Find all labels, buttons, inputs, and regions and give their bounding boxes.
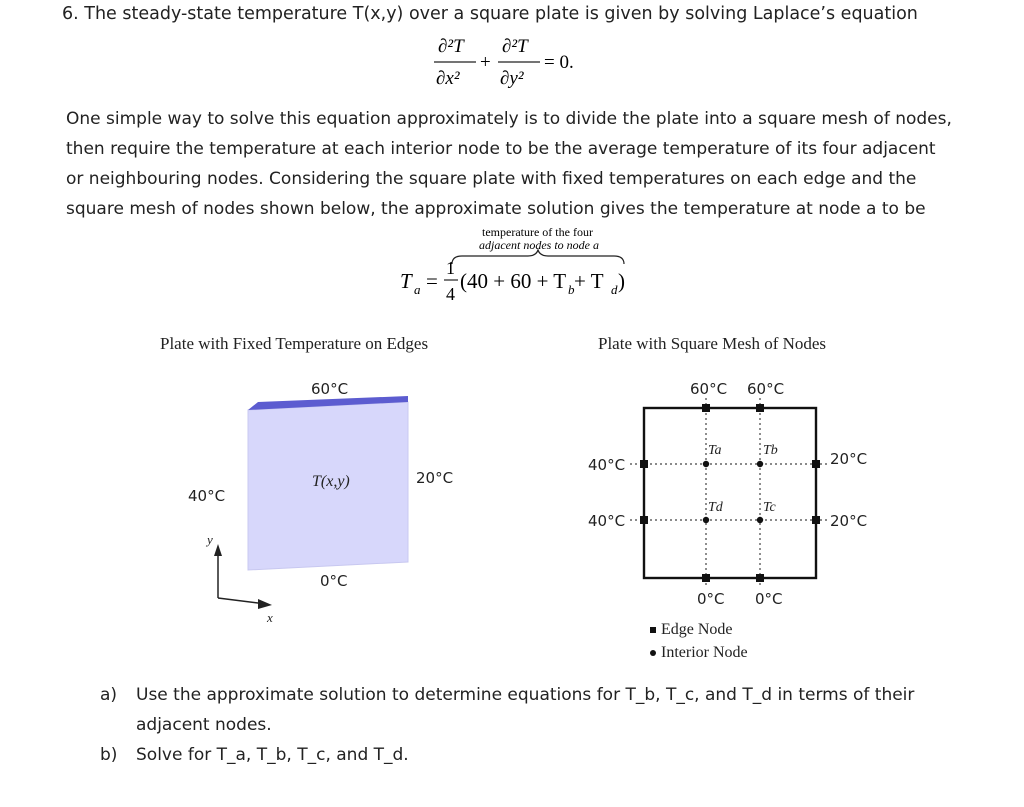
legend-interior-label: Interior Node <box>661 644 748 661</box>
paragraph-line: square mesh of nodes shown below, the approximate solution gives the temperature at node a to be <box>66 199 926 219</box>
y-axis-arrow-icon <box>214 544 222 556</box>
brace-label-2: adjacent nodes to node a <box>479 238 599 252</box>
mesh-right-temp-1: 20°C <box>830 450 868 468</box>
axis-y-label: y <box>207 532 213 547</box>
node-d-label: Td <box>708 500 723 515</box>
plate-left-temp: 40°C <box>188 487 226 505</box>
mesh-figure <box>620 398 860 598</box>
laplace-equation <box>430 32 610 100</box>
mesh-bottom-temp-1: 0°C <box>697 590 725 608</box>
paragraph-line: or neighbouring nodes. Considering the square plate with fixed temperatures on each edge and the <box>66 169 917 189</box>
frac-num: 1 <box>446 258 455 278</box>
ta-lhs: T <box>400 269 412 293</box>
paragraph-line: One simple way to solve this equation approximately is to divide the plate into a square mesh of nodes, <box>66 109 952 129</box>
mesh-bottom-temp-2: 0°C <box>755 590 783 608</box>
mesh-left-temp-2: 40°C <box>588 512 626 530</box>
plate-bottom-temp: 0°C <box>320 572 348 590</box>
part-b-label: b) <box>100 745 118 765</box>
formula-body: (40 + 60 + T <box>460 269 567 293</box>
ta-lhs-sub: a <box>414 282 421 297</box>
mesh-left-temp-1: 40°C <box>588 456 626 474</box>
node-b-label: Tb <box>763 443 778 458</box>
edge-nodes <box>640 404 820 582</box>
left-figure-title: Plate with Fixed Temperature on Edges <box>160 334 429 353</box>
laplace-num-x: ∂²T <box>438 36 464 57</box>
formula-sub-d: d <box>611 282 618 297</box>
part-a-label: a) <box>100 685 118 705</box>
legend-edge-node <box>650 621 733 639</box>
mesh-boundary <box>644 408 816 578</box>
plate-top-temp: 60°C <box>311 380 349 398</box>
plate-right-temp: 20°C <box>416 469 454 487</box>
square-node-icon <box>650 627 656 633</box>
circle-node-icon <box>650 650 656 656</box>
overbrace-icon <box>452 250 624 264</box>
laplace-rhs: = 0. <box>544 52 574 73</box>
node-c-label: Tc <box>763 500 776 515</box>
part-a-line-2: adjacent nodes. <box>136 715 272 735</box>
legend-interior-node <box>650 644 748 662</box>
plate-center-label: T(x,y) <box>312 473 350 490</box>
laplace-num-y: ∂²T <box>502 36 528 57</box>
formula-mid: + T <box>574 269 604 293</box>
question-title: 6. The steady-state temperature T(x,y) over a square plate is given by solving Laplace’s equation <box>62 4 918 24</box>
formula-sub-b: b <box>568 282 575 297</box>
formula-close: ) <box>618 269 625 293</box>
mesh-dotted-lines <box>630 398 830 588</box>
part-b-line: Solve for T_a, T_b, T_c, and T_d. <box>136 745 409 765</box>
axis-x-label: x <box>267 610 273 625</box>
x-axis-arrow-icon <box>258 599 272 609</box>
paragraph-line: then require the temperature at each interior node to be the average temperature of its four adjacent <box>66 139 936 159</box>
svg-text:=: = <box>426 269 438 293</box>
ta-formula <box>390 224 650 314</box>
part-a-line-1: Use the approximate solution to determine equations for T_b, T_c, and T_d in terms of their <box>136 685 915 705</box>
laplace-plus: + <box>480 52 491 73</box>
node-a-label: Ta <box>708 443 722 458</box>
mesh-right-temp-2: 20°C <box>830 512 868 530</box>
mesh-top-temp-1: 60°C <box>690 380 728 398</box>
laplace-den-y: ∂y² <box>500 68 524 89</box>
brace-label-1: temperature of the four <box>482 225 593 239</box>
mesh-top-temp-2: 60°C <box>747 380 785 398</box>
right-figure-title: Plate with Square Mesh of Nodes <box>598 334 827 353</box>
intro-paragraph <box>66 104 966 224</box>
frac-den: 4 <box>446 284 455 304</box>
legend-edge-label: Edge Node <box>661 621 733 638</box>
laplace-den-x: ∂x² <box>436 68 460 89</box>
